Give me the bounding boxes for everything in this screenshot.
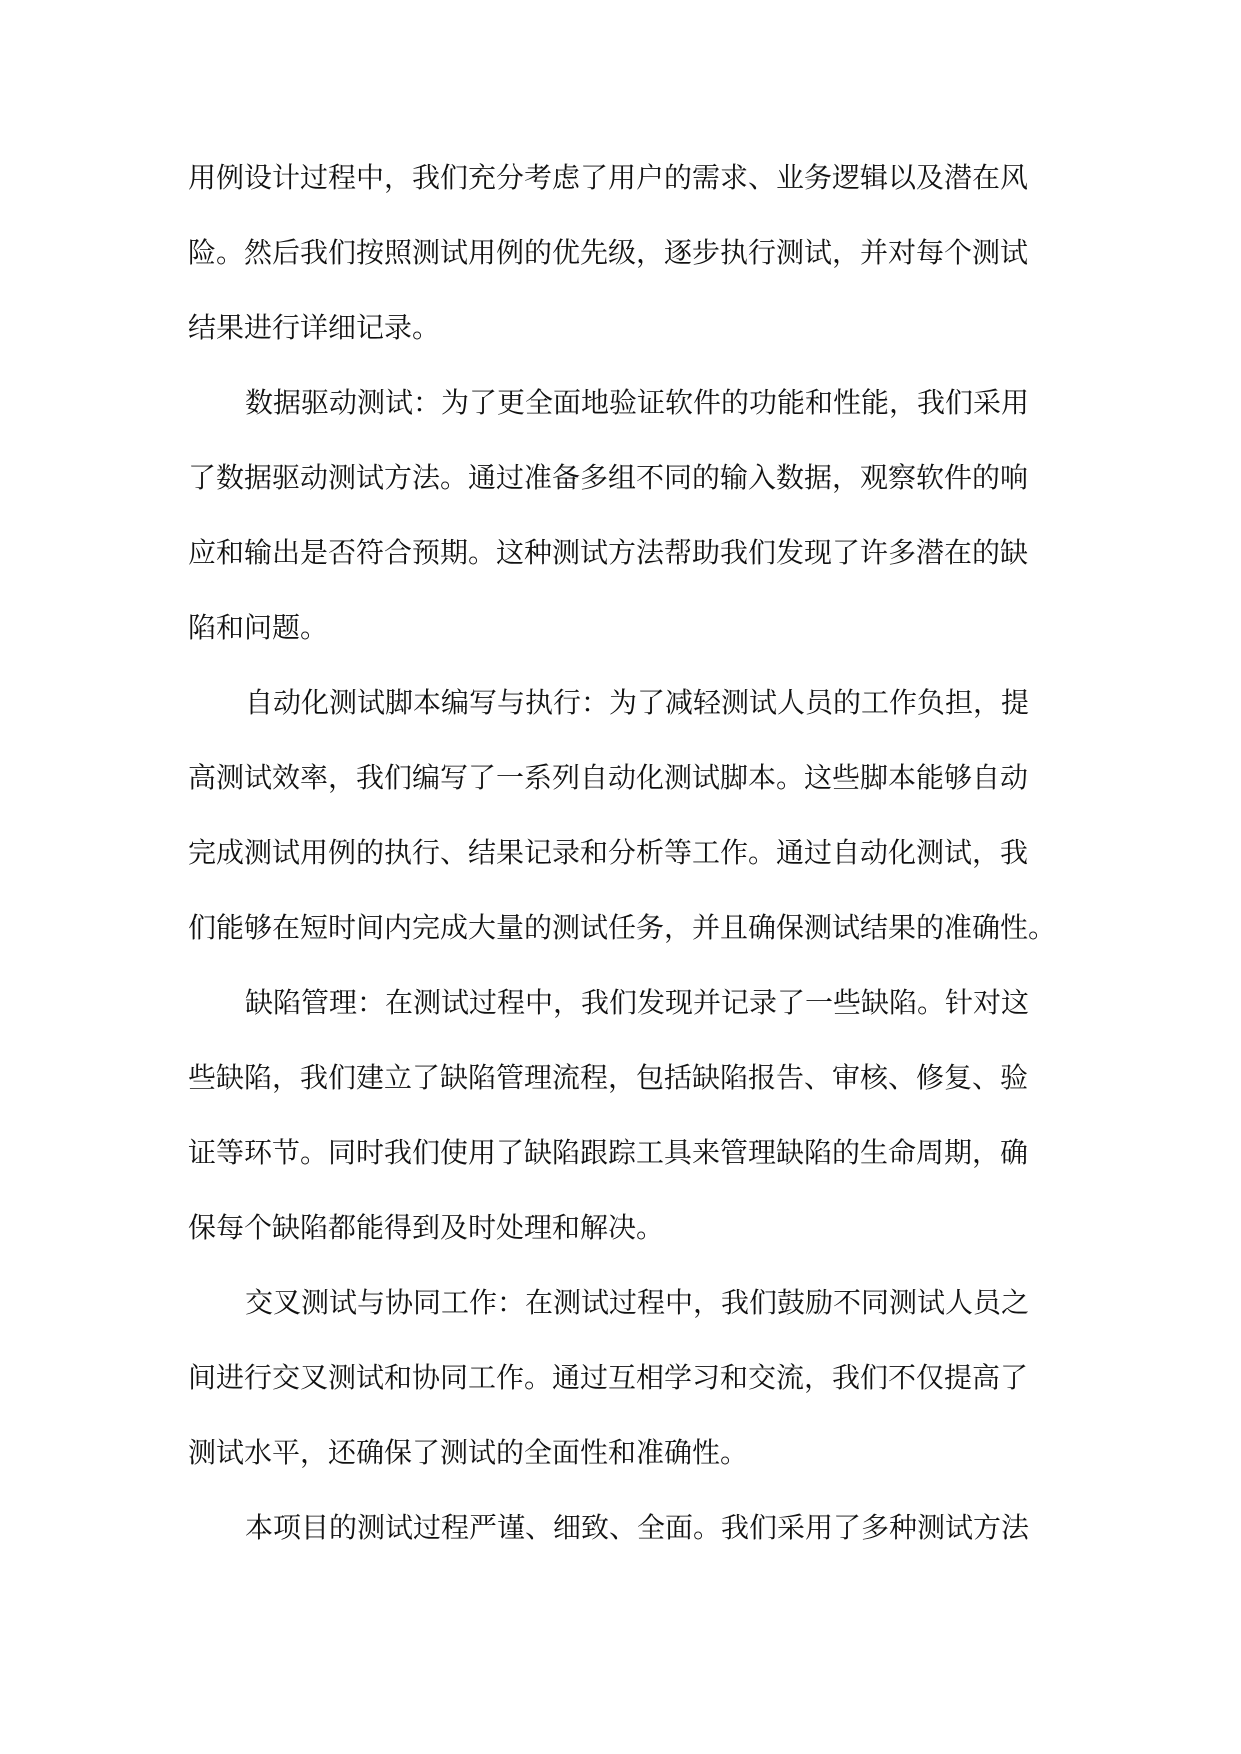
text-line: 测试水平，还确保了测试的全面性和准确性。 bbox=[188, 1436, 749, 1469]
paragraph-cross-testing bbox=[188, 1265, 1054, 1490]
text-line: 们能够在短时间内完成大量的测试任务，并且确保测试结果的准确性。 bbox=[188, 911, 1057, 944]
paragraph-intro-continuation bbox=[188, 140, 1054, 365]
paragraph-data-driven-testing bbox=[188, 365, 1054, 665]
text-line: 间进行交叉测试和协同工作。通过互相学习和交流，我们不仅提高了 bbox=[188, 1361, 1029, 1394]
text-line: 证等环节。同时我们使用了缺陷跟踪工具来管理缺陷的生命周期，确 bbox=[188, 1136, 1029, 1169]
text-line: 陷和问题。 bbox=[188, 611, 329, 644]
paragraph-automation-scripts bbox=[188, 665, 1057, 965]
text-line: 本项目的测试过程严谨、细致、全面。我们采用了多种测试方法 bbox=[245, 1511, 1030, 1544]
text-line: 结果进行详细记录。 bbox=[188, 311, 441, 344]
text-line: 了数据驱动测试方法。通过准备多组不同的输入数据，观察软件的响 bbox=[188, 461, 1029, 494]
text-line: 缺陷管理：在测试过程中，我们发现并记录了一些缺陷。针对这 bbox=[245, 986, 1030, 1019]
text-line: 应和输出是否符合预期。这种测试方法帮助我们发现了许多潜在的缺 bbox=[188, 536, 1029, 569]
text-line: 完成测试用例的执行、结果记录和分析等工作。通过自动化测试，我 bbox=[188, 836, 1029, 869]
text-line: 高测试效率，我们编写了一系列自动化测试脚本。这些脚本能够自动 bbox=[188, 761, 1029, 794]
text-line: 自动化测试脚本编写与执行：为了减轻测试人员的工作负担，提 bbox=[245, 686, 1030, 719]
text-line: 交叉测试与协同工作：在测试过程中，我们鼓励不同测试人员之 bbox=[245, 1286, 1030, 1319]
text-line: 用例设计过程中，我们充分考虑了用户的需求、业务逻辑以及潜在风 bbox=[188, 161, 1029, 194]
paragraph-summary bbox=[188, 1490, 1054, 1565]
text-line: 险。然后我们按照测试用例的优先级，逐步执行测试，并对每个测试 bbox=[188, 236, 1029, 269]
document-body bbox=[188, 140, 1057, 1565]
text-line: 数据驱动测试：为了更全面地验证软件的功能和性能，我们采用 bbox=[245, 386, 1030, 419]
text-line: 些缺陷，我们建立了缺陷管理流程，包括缺陷报告、审核、修复、验 bbox=[188, 1061, 1029, 1094]
paragraph-defect-management bbox=[188, 965, 1054, 1265]
text-line: 保每个缺陷都能得到及时处理和解决。 bbox=[188, 1211, 665, 1244]
